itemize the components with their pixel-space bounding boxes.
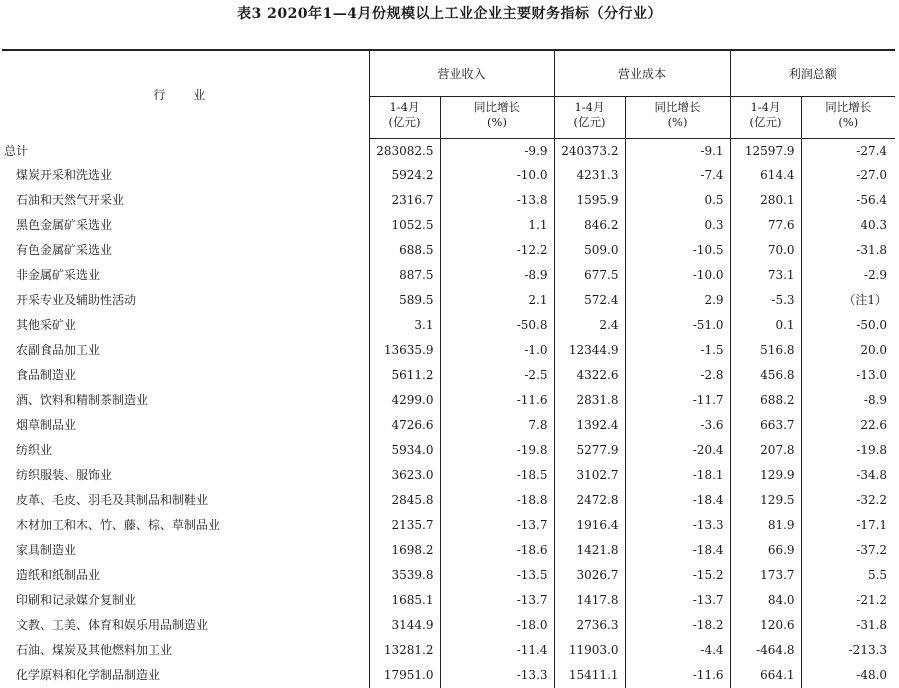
industry-header: 行 业 bbox=[2, 50, 369, 139]
revenue-growth-cell: -13.5 bbox=[440, 563, 554, 588]
industry-name: 木材加工和木、竹、藤、棕、草制品业 bbox=[2, 518, 220, 532]
revenue-growth-cell: -13.8 bbox=[440, 188, 554, 213]
revenue-value-cell: 4299.0 bbox=[369, 388, 440, 413]
industry-name: 非金属矿采选业 bbox=[2, 268, 100, 282]
cost-growth-cell: -11.7 bbox=[625, 388, 730, 413]
profit-growth-cell: -8.9 bbox=[801, 388, 895, 413]
revenue-growth-cell: -8.9 bbox=[440, 263, 554, 288]
table-row bbox=[2, 588, 895, 613]
financial-indicators-table bbox=[2, 49, 895, 688]
revenue-growth-cell: -19.8 bbox=[440, 438, 554, 463]
industry-name-cell bbox=[2, 313, 369, 338]
cost-growth-cell: -3.6 bbox=[625, 413, 730, 438]
cost-growth-cell: -11.6 bbox=[625, 663, 730, 688]
table-row bbox=[2, 188, 895, 213]
cost-growth-cell: -13.7 bbox=[625, 588, 730, 613]
revenue-growth-cell: 2.1 bbox=[440, 288, 554, 313]
revenue-growth-cell: -2.5 bbox=[440, 363, 554, 388]
industry-name-cell bbox=[2, 488, 369, 513]
revenue-value-cell: 688.5 bbox=[369, 238, 440, 263]
table-row bbox=[2, 413, 895, 438]
revenue-growth-cell: -18.0 bbox=[440, 613, 554, 638]
revenue-value-cell: 283082.5 bbox=[369, 139, 440, 164]
industry-name: 造纸和纸制品业 bbox=[2, 568, 100, 582]
industry-name: 文教、工美、体育和娱乐用品制造业 bbox=[2, 618, 208, 632]
revenue-growth-cell: -18.8 bbox=[440, 488, 554, 513]
industry-name-cell bbox=[2, 363, 369, 388]
profit-value-cell: 66.9 bbox=[730, 538, 801, 563]
cost-growth-cell: 0.5 bbox=[625, 188, 730, 213]
cost-growth-cell: -18.1 bbox=[625, 463, 730, 488]
industry-name: 石油和天然气开采业 bbox=[2, 193, 124, 207]
table-row bbox=[2, 563, 895, 588]
revenue-value-cell: 2845.8 bbox=[369, 488, 440, 513]
table-row bbox=[2, 638, 895, 663]
profit-value-cell: 516.8 bbox=[730, 338, 801, 363]
cost-value-cell: 3026.7 bbox=[554, 563, 625, 588]
cost-growth-cell: -18.2 bbox=[625, 613, 730, 638]
industry-name: 纺织业 bbox=[2, 443, 52, 457]
cost-growth-cell: -18.4 bbox=[625, 538, 730, 563]
profit-value-cell: 456.8 bbox=[730, 363, 801, 388]
industry-name: 纺织服装、服饰业 bbox=[2, 468, 112, 482]
cost-value-cell: 240373.2 bbox=[554, 139, 625, 164]
profit-value-cell: 129.5 bbox=[730, 488, 801, 513]
revenue-value-cell: 1052.5 bbox=[369, 213, 440, 238]
profit-value-cell: 688.2 bbox=[730, 388, 801, 413]
cost-value-cell: 1421.8 bbox=[554, 538, 625, 563]
table-title: 表3 2020年1—4月份规模以上工业企业主要财务指标（分行业） bbox=[0, 3, 899, 23]
industry-name-cell bbox=[2, 563, 369, 588]
revenue-value-cell: 3539.8 bbox=[369, 563, 440, 588]
profit-value-cell: -464.8 bbox=[730, 638, 801, 663]
revenue-value-cell: 13635.9 bbox=[369, 338, 440, 363]
cost-value-cell: 5277.9 bbox=[554, 438, 625, 463]
industry-name-cell bbox=[2, 188, 369, 213]
cost-period-header: 1-4月 (亿元) bbox=[554, 97, 625, 139]
table-row bbox=[2, 463, 895, 488]
revenue-growth-cell: -10.0 bbox=[440, 163, 554, 188]
revenue-value-cell: 589.5 bbox=[369, 288, 440, 313]
revenue-growth-cell: -11.4 bbox=[440, 638, 554, 663]
profit-growth-cell: -50.0 bbox=[801, 313, 895, 338]
revenue-value-cell: 5611.2 bbox=[369, 363, 440, 388]
industry-name: 食品制造业 bbox=[2, 368, 76, 382]
revenue-value-cell: 2316.7 bbox=[369, 188, 440, 213]
revenue-value-cell: 5924.2 bbox=[369, 163, 440, 188]
revenue-growth-cell: -1.0 bbox=[440, 338, 554, 363]
cost-value-cell: 4231.3 bbox=[554, 163, 625, 188]
revenue-value-cell: 4726.6 bbox=[369, 413, 440, 438]
cost-growth-cell: -10.5 bbox=[625, 238, 730, 263]
cost-value-cell: 846.2 bbox=[554, 213, 625, 238]
table-row bbox=[2, 513, 895, 538]
industry-name-cell bbox=[2, 638, 369, 663]
revenue-growth-cell: -12.2 bbox=[440, 238, 554, 263]
revenue-value-cell: 887.5 bbox=[369, 263, 440, 288]
profit-growth-cell: -2.9 bbox=[801, 263, 895, 288]
cost-value-cell: 1916.4 bbox=[554, 513, 625, 538]
cost-value-cell: 15411.1 bbox=[554, 663, 625, 688]
table-row bbox=[2, 613, 895, 638]
revenue-growth-cell: -50.8 bbox=[440, 313, 554, 338]
industry-name: 农副食品加工业 bbox=[2, 343, 100, 357]
cost-growth-header: 同比增长 (%) bbox=[625, 97, 730, 139]
industry-name: 总计 bbox=[2, 144, 28, 158]
cost-value-cell: 3102.7 bbox=[554, 463, 625, 488]
table-row bbox=[2, 663, 895, 688]
profit-growth-cell: 40.3 bbox=[801, 213, 895, 238]
revenue-value-cell: 13281.2 bbox=[369, 638, 440, 663]
table-row bbox=[2, 313, 895, 338]
cost-value-cell: 2.4 bbox=[554, 313, 625, 338]
profit-growth-cell: （注1） bbox=[801, 288, 895, 313]
industry-name: 开采专业及辅助性活动 bbox=[2, 293, 136, 307]
profit-value-cell: 70.0 bbox=[730, 238, 801, 263]
profit-growth-cell: -48.0 bbox=[801, 663, 895, 688]
table-row bbox=[2, 338, 895, 363]
revenue-growth-header: 同比增长 (%) bbox=[440, 97, 554, 139]
cost-growth-cell: -51.0 bbox=[625, 313, 730, 338]
industry-name-cell bbox=[2, 338, 369, 363]
profit-value-cell: 12597.9 bbox=[730, 139, 801, 164]
table-row bbox=[2, 288, 895, 313]
profit-growth-cell: -17.1 bbox=[801, 513, 895, 538]
industry-name-cell bbox=[2, 613, 369, 638]
profit-growth-cell: -32.2 bbox=[801, 488, 895, 513]
industry-name: 酒、饮料和精制茶制造业 bbox=[2, 393, 148, 407]
industry-name-cell bbox=[2, 263, 369, 288]
profit-period-header: 1-4月 (亿元) bbox=[730, 97, 801, 139]
revenue-value-cell: 1685.1 bbox=[369, 588, 440, 613]
industry-name: 烟草制品业 bbox=[2, 418, 76, 432]
cost-growth-cell: -15.2 bbox=[625, 563, 730, 588]
industry-name-cell bbox=[2, 438, 369, 463]
cost-growth-cell: -18.4 bbox=[625, 488, 730, 513]
cost-value-cell: 677.5 bbox=[554, 263, 625, 288]
cost-value-cell: 1392.4 bbox=[554, 413, 625, 438]
cost-growth-cell: -13.3 bbox=[625, 513, 730, 538]
industry-name: 皮革、毛皮、羽毛及其制品和制鞋业 bbox=[2, 493, 208, 507]
industry-name: 印刷和记录媒介复制业 bbox=[2, 593, 136, 607]
revenue-growth-cell: 7.8 bbox=[440, 413, 554, 438]
table-row bbox=[2, 263, 895, 288]
cost-growth-cell: -20.4 bbox=[625, 438, 730, 463]
industry-name-cell bbox=[2, 388, 369, 413]
profit-value-cell: 0.1 bbox=[730, 313, 801, 338]
profit-value-cell: 173.7 bbox=[730, 563, 801, 588]
industry-name-cell bbox=[2, 538, 369, 563]
cost-value-cell: 509.0 bbox=[554, 238, 625, 263]
cost-value-cell: 1595.9 bbox=[554, 188, 625, 213]
cost-value-cell: 1417.8 bbox=[554, 588, 625, 613]
industry-name: 黑色金属矿采选业 bbox=[2, 218, 112, 232]
cost-value-cell: 2831.8 bbox=[554, 388, 625, 413]
industry-name-cell bbox=[2, 663, 369, 688]
industry-name: 家具制造业 bbox=[2, 543, 76, 557]
revenue-growth-cell: 1.1 bbox=[440, 213, 554, 238]
revenue-value-cell: 3.1 bbox=[369, 313, 440, 338]
table-row bbox=[2, 438, 895, 463]
profit-value-cell: 84.0 bbox=[730, 588, 801, 613]
profit-growth-header: 同比增长 (%) bbox=[801, 97, 895, 139]
industry-name-cell bbox=[2, 288, 369, 313]
cost-value-cell: 11903.0 bbox=[554, 638, 625, 663]
cost-value-cell: 2736.3 bbox=[554, 613, 625, 638]
profit-value-cell: 614.4 bbox=[730, 163, 801, 188]
profit-value-cell: 207.8 bbox=[730, 438, 801, 463]
revenue-growth-cell: -13.7 bbox=[440, 513, 554, 538]
profit-value-cell: 280.1 bbox=[730, 188, 801, 213]
profit-growth-cell: -31.8 bbox=[801, 238, 895, 263]
table-row bbox=[2, 363, 895, 388]
industry-name-cell bbox=[2, 513, 369, 538]
revenue-value-cell: 3144.9 bbox=[369, 613, 440, 638]
profit-value-cell: -5.3 bbox=[730, 288, 801, 313]
industry-name-cell bbox=[2, 213, 369, 238]
cost-growth-cell: -2.8 bbox=[625, 363, 730, 388]
profit-growth-cell: -13.0 bbox=[801, 363, 895, 388]
revenue-growth-cell: -11.6 bbox=[440, 388, 554, 413]
industry-name: 石油、煤炭及其他燃料加工业 bbox=[2, 643, 172, 657]
revenue-growth-cell: -18.5 bbox=[440, 463, 554, 488]
profit-value-cell: 81.9 bbox=[730, 513, 801, 538]
industry-name: 其他采矿业 bbox=[2, 318, 76, 332]
revenue-value-cell: 1698.2 bbox=[369, 538, 440, 563]
profit-value-cell: 663.7 bbox=[730, 413, 801, 438]
revenue-value-cell: 2135.7 bbox=[369, 513, 440, 538]
profit-growth-cell: -27.0 bbox=[801, 163, 895, 188]
profit-value-cell: 129.9 bbox=[730, 463, 801, 488]
revenue-value-cell: 5934.0 bbox=[369, 438, 440, 463]
table-row bbox=[2, 139, 895, 164]
table-row bbox=[2, 213, 895, 238]
profit-growth-cell: -19.8 bbox=[801, 438, 895, 463]
revenue-value-cell: 3623.0 bbox=[369, 463, 440, 488]
profit-value-cell: 77.6 bbox=[730, 213, 801, 238]
industry-name: 有色金属矿采选业 bbox=[2, 243, 112, 257]
profit-value-cell: 73.1 bbox=[730, 263, 801, 288]
revenue-growth-cell: -9.9 bbox=[440, 139, 554, 164]
revenue-value-cell: 17951.0 bbox=[369, 663, 440, 688]
revenue-growth-cell: -18.6 bbox=[440, 538, 554, 563]
cost-growth-cell: -10.0 bbox=[625, 263, 730, 288]
cost-value-cell: 572.4 bbox=[554, 288, 625, 313]
industry-name-cell bbox=[2, 139, 369, 164]
profit-growth-cell: 20.0 bbox=[801, 338, 895, 363]
cost-growth-cell: -1.5 bbox=[625, 338, 730, 363]
table-row bbox=[2, 538, 895, 563]
industry-name-cell bbox=[2, 163, 369, 188]
profit-growth-cell: -56.4 bbox=[801, 188, 895, 213]
profit-growth-cell: 22.6 bbox=[801, 413, 895, 438]
cost-growth-cell: -4.4 bbox=[625, 638, 730, 663]
cost-value-cell: 4322.6 bbox=[554, 363, 625, 388]
cost-growth-cell: -9.1 bbox=[625, 139, 730, 164]
profit-growth-cell: -21.2 bbox=[801, 588, 895, 613]
profit-growth-cell: -31.8 bbox=[801, 613, 895, 638]
profit-growth-cell: -27.4 bbox=[801, 139, 895, 164]
table-row bbox=[2, 388, 895, 413]
cost-value-cell: 12344.9 bbox=[554, 338, 625, 363]
table-body bbox=[2, 139, 895, 688]
cost-growth-cell: 0.3 bbox=[625, 213, 730, 238]
revenue-header: 营业收入 bbox=[369, 50, 554, 97]
revenue-period-header: 1-4月 (亿元) bbox=[369, 97, 440, 139]
industry-name-cell bbox=[2, 463, 369, 488]
industry-name: 化学原料和化学制品制造业 bbox=[2, 668, 160, 682]
cost-growth-cell: 2.9 bbox=[625, 288, 730, 313]
profit-growth-cell: -34.8 bbox=[801, 463, 895, 488]
table-row bbox=[2, 163, 895, 188]
cost-value-cell: 2472.8 bbox=[554, 488, 625, 513]
table-row bbox=[2, 238, 895, 263]
table-row bbox=[2, 488, 895, 513]
industry-name-cell bbox=[2, 413, 369, 438]
industry-name: 煤炭开采和洗选业 bbox=[2, 168, 112, 182]
profit-value-cell: 120.6 bbox=[730, 613, 801, 638]
profit-growth-cell: -213.3 bbox=[801, 638, 895, 663]
profit-header: 利润总额 bbox=[730, 50, 895, 97]
cost-growth-cell: -7.4 bbox=[625, 163, 730, 188]
profit-growth-cell: -37.2 bbox=[801, 538, 895, 563]
industry-name-cell bbox=[2, 588, 369, 613]
industry-name-cell bbox=[2, 238, 369, 263]
profit-value-cell: 664.1 bbox=[730, 663, 801, 688]
revenue-growth-cell: -13.7 bbox=[440, 588, 554, 613]
profit-growth-cell: 5.5 bbox=[801, 563, 895, 588]
cost-header: 营业成本 bbox=[554, 50, 730, 97]
revenue-growth-cell: -13.3 bbox=[440, 663, 554, 688]
